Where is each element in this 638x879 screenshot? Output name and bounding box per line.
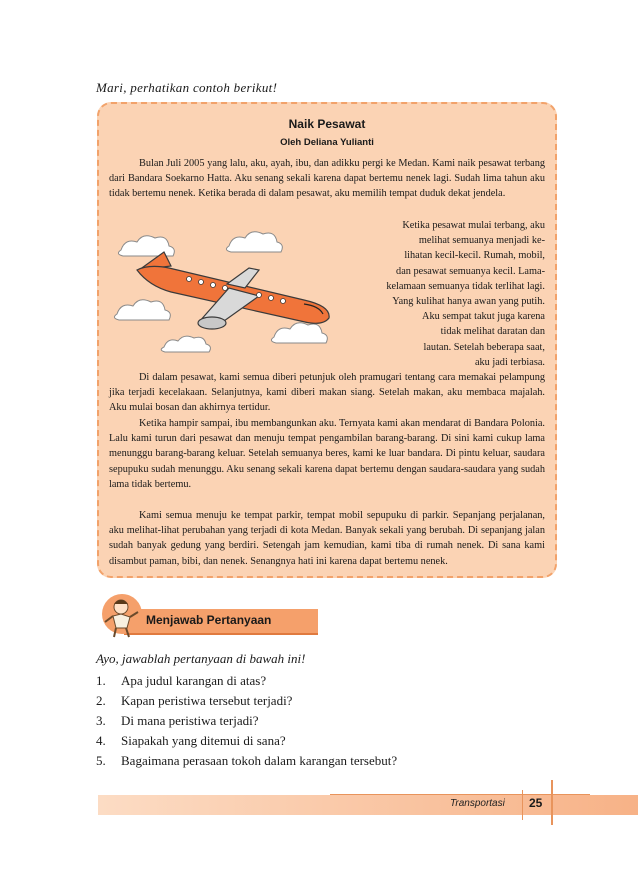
paragraph-2-line: tidak melihat daratan dan: [440, 326, 545, 338]
cloud-icon: [226, 232, 282, 252]
intro-text: Mari, perhatikan contoh berikut!: [96, 80, 278, 95]
section-title: Menjawab Pertanyaan: [146, 613, 272, 627]
question-number: 4.: [96, 733, 106, 748]
cloud-icon: [161, 336, 210, 352]
paragraph-2-line: dan pesawat semuanya kecil. Lama-: [396, 265, 545, 277]
paragraph-3: Di dalam pesawat, kami semua diberi petunjuk oleh pramugari tentang cara memakai pelampung jika terjadi kecelakaan. Selanjutnya, kami diberi makan siang. Setelah makan, aku membaca majalah. Aku mulai bosan dan akhirnya tertidur.: [109, 372, 545, 414]
question-item: [96, 671, 397, 691]
paragraph-2-line: Ketika pesawat mulai terbang, aku: [402, 220, 545, 231]
paragraph-1: Bulan Juli 2005 yang lalu, aku, ayah, ibu, dan adikku pergi ke Medan. Kami naik pesawat terbang dari Bandara Soekarno Hatta. Aku senang sekali karena dapat bertemu nenek lagi. Sudah lima tahun aku tidak bertemu nenek. Ketika berada di dalam pesawat, aku memilih tempat duduk dekat jendela.: [109, 158, 545, 200]
question-text: Bagaimana perasaan tokoh dalam karangan tersebut?: [121, 753, 398, 768]
paragraph-2-line: Aku sempat takut juga karena: [422, 311, 545, 323]
footer-divider: [551, 780, 553, 825]
cloud-icon: [118, 236, 174, 256]
questions-prompt: Ayo, jawablah pertanyaan di bawah ini!: [96, 651, 306, 666]
footer-chapter-label: Transportasi: [450, 798, 505, 809]
page-number: 25: [529, 796, 543, 810]
paragraph-2-line: lihatan kecil-kecil. Rumah, mobil,: [404, 250, 545, 262]
paragraph-2-line: kelamaan semuanya tidak terlihat lagi.: [386, 280, 545, 292]
question-number: 2.: [96, 693, 106, 708]
question-list: [96, 671, 397, 771]
question-item: [96, 711, 397, 731]
footer-divider: [522, 790, 523, 820]
question-number: 5.: [96, 753, 106, 768]
section-header: [100, 592, 330, 642]
question-text: Kapan peristiwa tersebut terjadi?: [121, 693, 293, 708]
question-item: [96, 751, 397, 771]
question-number: 1.: [96, 673, 106, 688]
question-item: [96, 691, 397, 711]
footer-bar: [98, 795, 638, 815]
paragraph-4: Ketika hampir sampai, ibu membangunkan aku. Ternyata kami akan mendarat di Bandara Polonia. Lalu kami turun dari pesawat dan menuju tempat pengambilan barang-barang. Di sini kami cukup lama menunggu barang-barang keluar. Setelah semuanya beres, kami ke luar bandara. Di pintu keluar, saudara sepupuku sudah menunggu. Aku senang sekali karena dapat bertemu dengan saudara-saudara yang sudah lama tidak bertemu.: [109, 418, 545, 490]
story-box: [97, 102, 557, 578]
question-number: 3.: [96, 713, 106, 728]
cloud-icon: [271, 323, 327, 343]
question-text: Siapakah yang ditemui di sana?: [121, 733, 286, 748]
airplane-illustration: [109, 222, 344, 362]
story-title: Naik Pesawat: [288, 117, 366, 131]
paragraph-2-line: melihat semuanya menjadi ke-: [418, 235, 545, 247]
child-character-icon: [100, 592, 144, 640]
question-text: Di mana peristiwa terjadi?: [121, 713, 259, 728]
paragraph-5: Kami semua menuju ke tempat parkir, tempat mobil sepupuku di parkir. Sepanjang perjalanan, aku melihat-lihat perubahan yang terjadi di kota Medan. Banyak sekali yang berubah. Di sepanjang jalan sudah banyak gedung yang berdiri. Setengah jam kemudian, kami tiba di rumah nenek. Di sana kami disambut paman, bibi, dan nenek. Senangnya hati ini karena dapat bertemu nenek.: [109, 510, 545, 567]
paragraph-2: [337, 218, 545, 370]
story-author: Oleh Deliana Yulianti: [280, 137, 374, 148]
paragraph-2-line: Yang kulihat hanya awan yang putih.: [392, 296, 545, 308]
paragraph-2-line: aku jadi terbiasa.: [474, 356, 545, 368]
paragraph-2-line: lautan. Setelah beberapa saat,: [423, 341, 545, 353]
cloud-icon: [114, 300, 170, 320]
question-item: [96, 731, 397, 751]
question-text: Apa judul karangan di atas?: [121, 673, 267, 688]
